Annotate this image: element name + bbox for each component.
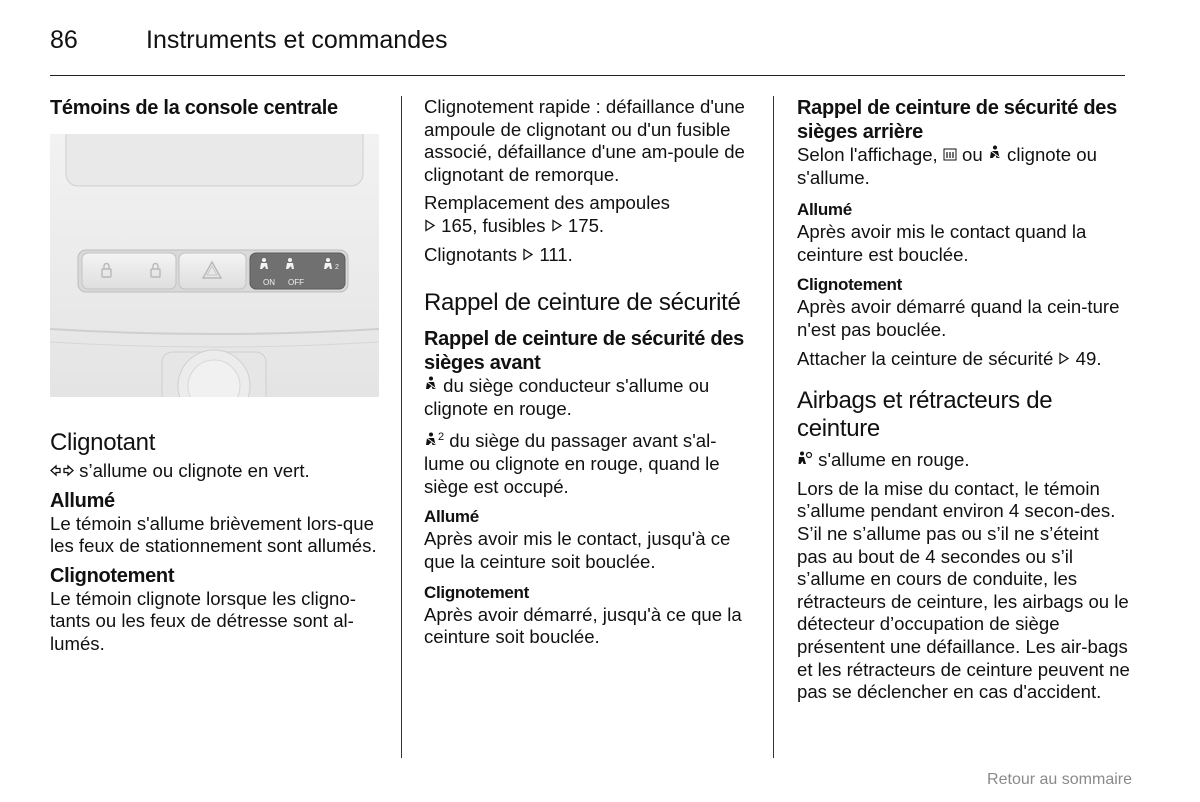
back-to-contents-link[interactable]: Retour au sommaire xyxy=(987,771,1132,788)
bulb-replacement-text: Remplacement des ampoules 165, fusibles 175. xyxy=(424,192,670,236)
rear-clignotement-heading: Clignotement xyxy=(797,275,903,295)
page-reference-triangle-icon xyxy=(1058,348,1070,371)
passenger-seatbelt-text: $^2$ du siège du passager avant s'al-lume ou clignote en rouge, quand le siège est occupé. xyxy=(424,430,720,497)
page-title: Instruments et commandes xyxy=(146,26,448,54)
off-label: OFF xyxy=(288,278,304,287)
clignotant-heading: Clignotant xyxy=(50,429,156,456)
page-number: 86 xyxy=(50,26,78,54)
rear-seats-heading: Rappel de ceinture de sécurité des sièges arrière xyxy=(797,97,1117,143)
rear-allume-heading: Allumé xyxy=(797,200,852,220)
column-1 xyxy=(50,96,382,656)
front-allume-heading: Allumé xyxy=(424,507,479,527)
allume-text: Le témoin s'allume brièvement lors-que les feux de stationnement sont allumés. xyxy=(50,512,377,557)
airbag-description: Lors de la mise du contact, le témoin s’allume pendant environ 4 secon-des. S’il ne s’allume pas ou s’il ne s’éteint pas au bout de 4 secondes ou s’il s’allume en cours de conduite, les rétracteurs de ceinture, les airbags ou le détecteur d’occupation de siège présentent une défaillance. Les air-bags et les rétracteurs de ceinture peuvent ne pas se déclencher en cas d'accident. xyxy=(797,477,1130,703)
column-divider-2 xyxy=(773,96,774,758)
sup-label: 2 xyxy=(335,264,339,271)
airbags-heading: Airbags et rétracteurs de ceinture xyxy=(797,387,1053,443)
rear-seats-intro: Selon l'affichage, ou clignote ou s'allume. xyxy=(797,144,1097,188)
allume-heading: Allumé xyxy=(50,489,115,512)
column-3 xyxy=(797,96,1132,704)
airbag-person-icon xyxy=(797,449,813,472)
turn-signal-arrows-icon xyxy=(50,460,74,483)
front-seats-heading: Rappel de ceinture de sécurité des sièges avant xyxy=(424,328,744,375)
page-reference-triangle-icon xyxy=(522,244,534,267)
rear-seats-icon xyxy=(943,144,957,167)
clignotant-text: s’allume ou clignote en vert. xyxy=(50,460,382,483)
rapid-blink-text: Clignotement rapide : défaillance d'une ampoule de clignotant ou d'un fusible associé, défaillance d'une am-poule de clignotant de remorque. xyxy=(424,96,745,185)
page-reference-triangle-icon xyxy=(551,215,563,238)
seatbelt-person-icon xyxy=(424,375,438,398)
front-clignotement-heading: Clignotement xyxy=(424,582,530,602)
seatbelt-reminder-heading: Rappel de ceinture de sécurité xyxy=(424,289,741,317)
clignotement-text: Le témoin clignote lorsque les cligno-tants ou les feux de détresse sont al-lumés. xyxy=(50,587,356,654)
console-drawing xyxy=(50,134,379,397)
rear-allume-text: Après avoir mis le contact quand la ceinture est bouclée. xyxy=(797,221,1087,265)
page-reference-triangle-icon xyxy=(424,215,436,238)
front-clignotement-text: Après avoir démarré, jusqu'à ce que la ceinture soit bouclée. xyxy=(424,603,742,648)
column-divider-1 xyxy=(401,96,402,758)
rear-clignotement-text: Après avoir démarré quand la cein-ture n'est pas bouclée. xyxy=(797,296,1120,340)
seatbelt-person-icon xyxy=(988,144,1002,167)
airbag-indicator-text: s'allume en rouge. xyxy=(797,449,1132,472)
driver-seatbelt-text: du siège conducteur s'allume ou clignote en rouge. xyxy=(424,375,710,419)
center-console-illustration xyxy=(50,134,379,397)
attach-seatbelt-text: Attacher la ceinture de sécurité 49. xyxy=(797,347,1102,369)
seatbelt-person-icon xyxy=(424,431,438,454)
turn-signals-ref-text: Clignotants 111. xyxy=(424,243,573,265)
on-label: ON xyxy=(263,278,275,287)
clignotement-heading: Clignotement xyxy=(50,564,175,587)
console-indicators-heading: Témoins de la console centrale xyxy=(50,97,338,119)
front-allume-text: Après avoir mis le contact, jusqu'à ce que la ceinture soit bouclée. xyxy=(424,528,731,572)
header-rule xyxy=(50,75,1125,76)
column-2 xyxy=(424,96,754,649)
